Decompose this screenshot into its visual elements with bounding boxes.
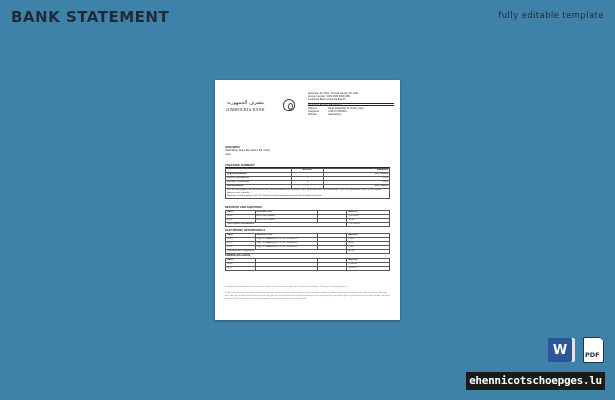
column-header: BALANCE <box>324 169 390 173</box>
section-title: ELECTRONIC WITHDRAWALS <box>225 228 266 232</box>
summary-note: Your account balance will never exceed the amount permitted for overdraft in your agreement with Jumhouria Bank. If you have questions, call us at the number above or visit a branch. Minimum checking balance of LYD 1,000.00 must be maintained to waive the monthly service fee. <box>225 189 390 199</box>
withdrawals-table <box>225 233 390 254</box>
customer-address-line: Attia Kabeer Street Ben Ashour Rd, Tripoli, <box>225 149 271 153</box>
section-title: CHECKING SUMMARY <box>225 164 390 168</box>
period-line: December 22, 2021 - through January 02, 2022 <box>308 92 359 95</box>
info-value: www.bank.ly <box>328 113 342 117</box>
footer-text: For more information about this statement, please contact Jumhouria Bank at the number listed above. Thank you for banking with us. <box>225 286 349 288</box>
table-row: 01/22 Orig. CO NAME:ELEC CO ID: 3526546777 49.22 <box>226 241 390 245</box>
table-row: Total Electronic Withdrawals 68.39 <box>226 249 390 253</box>
deposits-section <box>225 206 390 227</box>
table-header: DATE AMOUNT <box>226 259 390 263</box>
summary-table <box>225 168 390 189</box>
table-row: 01/05 ATM Cash Deposit LYD 50.00 <box>226 214 390 218</box>
ending-balance-table <box>225 258 390 271</box>
word-icon[interactable] <box>548 338 572 362</box>
page-subtitle: fully editable template <box>498 11 604 21</box>
info-label: Telephone: <box>308 110 320 114</box>
pdf-icon[interactable] <box>583 337 604 363</box>
info-value: +218 21 3334031 <box>328 110 347 114</box>
checking-summary <box>225 164 390 199</box>
customer-name: JOHN SMITH <box>225 146 240 149</box>
table-row: Beginning Balance LYD 1,000.00 <box>227 172 388 175</box>
table-row: 01/19 Orig. CO NAME:ELEC CO ID: 3526546777 LYD 27 <box>226 237 390 241</box>
customer-service-info <box>308 107 394 117</box>
table-row: Electronic Withdrawals 2 76.00 <box>227 180 388 183</box>
customer-address <box>225 146 305 156</box>
statement-period <box>308 92 394 117</box>
table-row: 01/22 1,031.61 <box>226 266 390 270</box>
table-row: 01/05 1,100.00 <box>226 262 390 266</box>
branch-line: Jumhouria Bank Jumhouria Branch <box>308 98 346 102</box>
table-header: DATE DESCRIPTION AMOUNT <box>226 211 390 215</box>
bank-emblem-icon <box>283 99 295 111</box>
table-row: 01/22 Orig. CO NAME:ELEC CO ID: 3526546777 LYD 1 <box>226 245 390 249</box>
info-label: Address: <box>308 106 318 110</box>
footer-text: In the case of errors or questions about your electronic funds transfers, call or write us at the telephone number or address listed on this statement as soon as you can. We must hear from you no later than 60 days after we sent you the first statement on which the problem or error appeared. Be prepared to give us your name and account number, the dollar amount of the suspected error, and a description of the transaction you are unsure about. <box>225 291 390 300</box>
pdf-label: PDF <box>585 351 600 359</box>
info-value: Omar Al-Mukhtar St, Tripoli, Libya <box>328 106 364 110</box>
withdrawals-section <box>225 229 390 254</box>
customer-service-header: Customer Service Information <box>308 103 394 106</box>
customer-address-line: Libya <box>225 152 231 156</box>
table-row: Ending Balance 3 LYD 1,089.96 <box>227 184 388 187</box>
table-header: DATE DESCRIPTION AMOUNT <box>226 234 390 238</box>
watermark: ehennicotschoepges.lu <box>466 372 605 390</box>
statement-footer <box>225 286 390 303</box>
table-row: Total Deposits and Additions LYD 100.00 <box>226 222 390 226</box>
deposits-table <box>225 210 390 227</box>
bank-name-arabic: مصرف الجمهورية <box>227 100 264 106</box>
bank-logo <box>225 98 283 116</box>
statement-document[interactable] <box>215 80 400 320</box>
account-line: Account number: 0000 0000 0000 0000 <box>308 95 351 99</box>
info-label: Website: <box>308 113 318 117</box>
section-title: ENDING BALANCE <box>225 253 251 257</box>
bank-name-latin: JUMHOURIA BANK <box>226 107 265 112</box>
page-title: BANK STATEMENT <box>11 8 170 26</box>
section-title: DEPOSITS AND ADDITIONS <box>225 205 262 209</box>
word-letter: W <box>552 342 568 358</box>
column-header: AMOUNT <box>291 169 324 173</box>
table-row: 01/07 ATM Cash Deposit 20.00 <box>226 218 390 222</box>
table-row: Deposits and Additions 1 70.00 <box>227 176 388 179</box>
ending-balance-section <box>225 254 390 271</box>
